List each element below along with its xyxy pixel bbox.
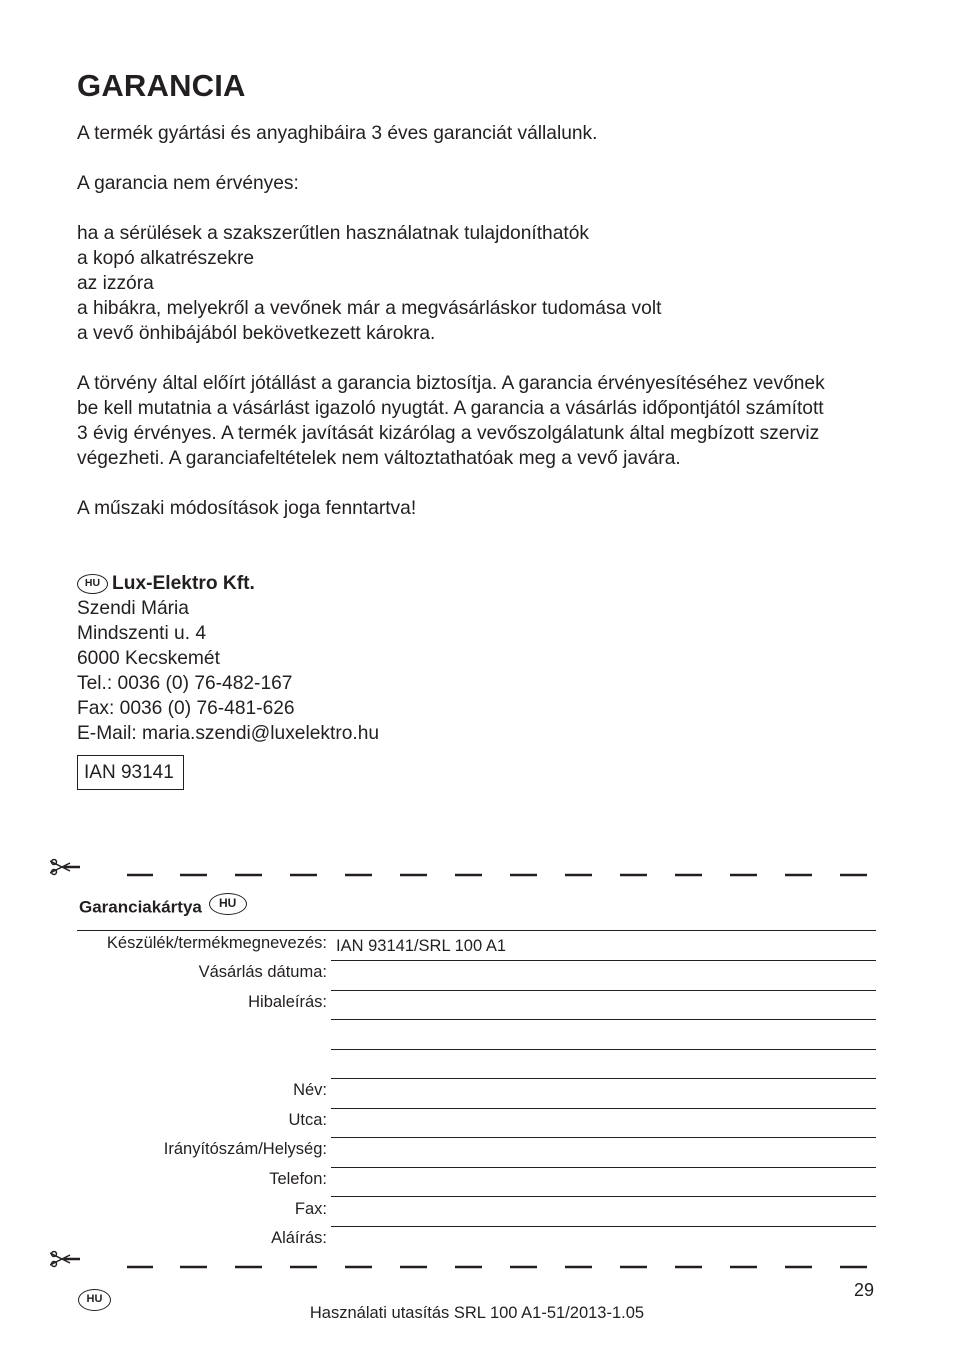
- contact-name: Szendi Mária: [77, 598, 189, 619]
- company-name: Lux-Elektro Kft.: [112, 573, 255, 594]
- product-label: Készülék/termékmegnevezés:: [106, 934, 327, 952]
- page-title: GARANCIA: [77, 68, 246, 103]
- law-paragraph: [77, 371, 825, 471]
- name-label: Név:: [293, 1081, 327, 1099]
- intro-line: A termék gyártási és anyaghibáira 3 éves garanciát vállalunk.: [77, 123, 598, 144]
- hu-footer-badge: HU: [78, 1289, 111, 1311]
- paragraph-line: A törvény által előírt jótállást a garancia biztosítja. A garancia érvényesítéséhez vevőnek: [77, 373, 825, 394]
- scissors-icon: [50, 860, 80, 875]
- list-item: a hibákra, melyekről a vevőnek már a megvásárláskor tudomása volt: [77, 298, 662, 319]
- purchase-date-label: Vásárlás dátuma:: [198, 963, 327, 981]
- page-number: 29: [854, 1280, 875, 1300]
- form-top-rule: [77, 930, 876, 931]
- paragraph-line: be kell mutatnia a vásárlást igazoló nyugtát. A garancia a vásárlás időpontjától számított: [77, 398, 824, 419]
- technical-note-text: A műszaki módosítások joga fenntartva!: [77, 498, 417, 519]
- hu-card-badge: HU: [209, 893, 247, 915]
- street-address: Mindszenti u. 4: [77, 623, 207, 644]
- list-item: a vevő önhibájából bekövetkezett károkra.: [77, 323, 436, 344]
- hu-country-badge: HU: [77, 574, 108, 594]
- cut-line-bottom: [50, 1249, 880, 1269]
- card-title: [79, 897, 247, 919]
- card-title-text: Garanciakártya: [79, 897, 202, 917]
- paragraph-line: 3 évig érvényes. A termék javítását kizárólag a vevőszolgálatunk által megbízott szerviz: [77, 423, 820, 444]
- company-line: [77, 571, 379, 596]
- form-rule: [331, 1226, 876, 1227]
- service-address: [77, 571, 379, 746]
- paragraph-line: végezheti. A garanciafeltételek nem változtathatóak meg a vevő javára.: [77, 448, 681, 469]
- list-item: ha a sérülések a szakszerűtlen használatnak tulajdoníthatók: [77, 223, 589, 244]
- fax-label: Fax:: [294, 1200, 327, 1218]
- invalid-heading-text: A garancia nem érvényes:: [77, 173, 299, 194]
- zip-city-label: Irányítószám/Helység:: [163, 1140, 327, 1158]
- form-rule: [331, 1108, 876, 1109]
- footer-text: Használati utasítás SRL 100 A1-51/2013-1.05: [309, 1304, 645, 1322]
- ian-box: IAN 93141: [77, 755, 184, 790]
- product-value: IAN 93141/SRL 100 A1: [336, 937, 507, 955]
- intro-text: [77, 121, 597, 146]
- email-address: E-Mail: maria.szendi@luxelektro.hu: [77, 723, 380, 744]
- street-label: Utca:: [288, 1111, 327, 1129]
- city-address: 6000 Kecskemét: [77, 648, 220, 669]
- invalid-list: [77, 221, 661, 346]
- form-rule: [331, 990, 876, 991]
- phone-number: Tel.: 0036 (0) 76-482-167: [77, 673, 293, 694]
- technical-note: [77, 496, 416, 521]
- form-rule: [331, 1196, 876, 1197]
- scissors-icon: [50, 1252, 80, 1267]
- invalid-heading: [77, 171, 299, 196]
- cut-line-top: [50, 857, 880, 877]
- signature-label: Aláírás:: [271, 1229, 327, 1247]
- fax-number: Fax: 0036 (0) 76-481-626: [77, 698, 295, 719]
- phone-label: Telefon:: [269, 1170, 327, 1188]
- list-item: az izzóra: [77, 273, 154, 294]
- form-rule: [331, 960, 876, 961]
- form-rule: [331, 1137, 876, 1138]
- form-rule: [331, 1167, 876, 1168]
- list-item: a kopó alkatrészekre: [77, 248, 255, 269]
- fault-description-label: Hibaleírás:: [248, 993, 327, 1011]
- form-rule: [331, 1019, 876, 1020]
- form-rule: [331, 1078, 876, 1079]
- form-rule: [331, 1049, 876, 1050]
